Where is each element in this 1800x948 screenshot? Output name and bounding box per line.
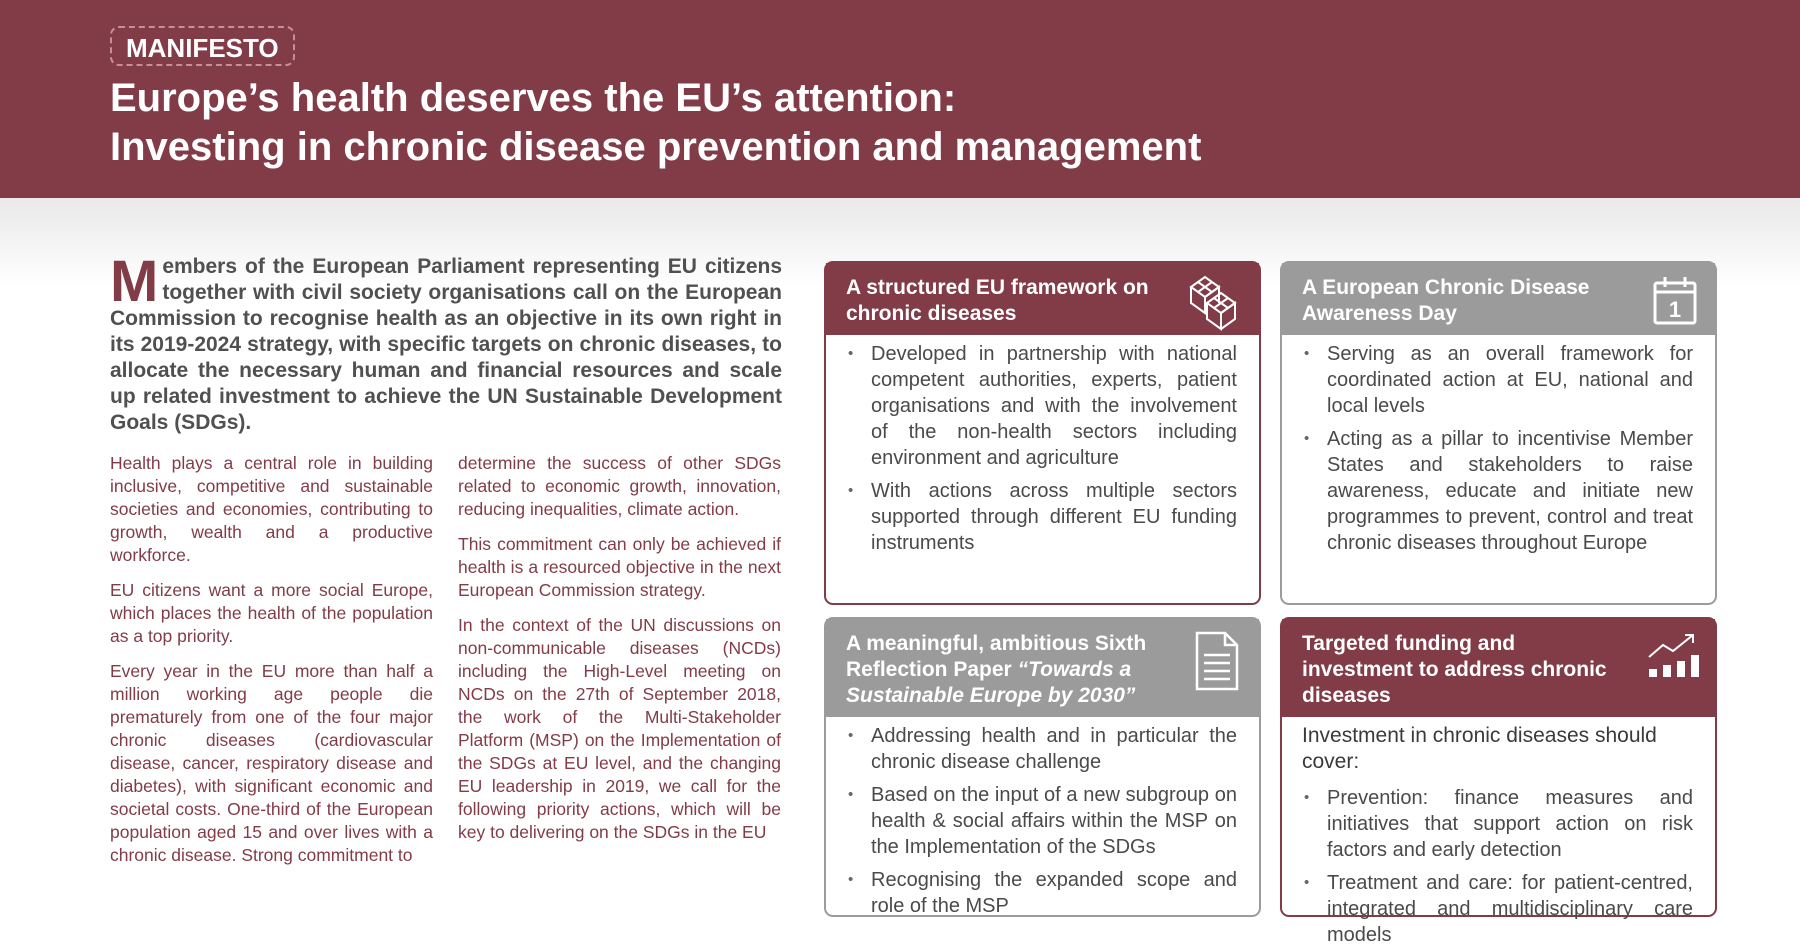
cube-grid-icon — [1187, 273, 1247, 336]
list-item: • Addressing health and in particular the chronic disease challenge — [846, 723, 1237, 775]
reflection-paper-title: A meaningful, ambitious Sixth Reflection Paper — [846, 632, 1147, 681]
framework-box — [824, 261, 1261, 605]
body-paragraph: This commitment can only be achieved if health is a resourced objective in the next European Commission strategy. — [458, 534, 781, 600]
body-paragraph: EU citizens want a more social Europe, which places the health of the population as a top priority. — [110, 580, 433, 646]
document-icon — [1187, 629, 1247, 700]
framework-box-title: A structured EU framework on chronic diseases — [846, 276, 1149, 325]
body-paragraph: In the context of the UN discussions on non-communicable diseases (NCDs) including the High-Level meeting on NCDs on the 27th of September 2018, the work of the Multi-Stakeholder Platform (MSP) on the Implementation of the SDGs at EU level, and the changing EU leadership in 2019, we call for the following priority actions, which will be key to delivering on the SDGs in the EU — [458, 615, 781, 842]
title-line-2: Investing in chronic disease prevention and management — [110, 125, 1202, 169]
body-column-left — [110, 452, 433, 879]
funding-lead-text: Investment in chronic diseases should cover: — [1302, 724, 1657, 773]
body-paragraph: determine the success of other SDGs related to economic growth, innovation, reducing inequalities, climate action. — [458, 453, 781, 519]
funding-list — [1282, 779, 1715, 948]
intro-paragraph — [110, 249, 782, 436]
list-item: • Based on the input of a new subgroup on health & social affairs within the MSP on the Implementation of the SDGs — [846, 782, 1237, 860]
calendar-day-number: 1 — [1668, 297, 1682, 322]
list-item: • Developed in partnership with national competent authorities, experts, patient organisations and with the involvement of the non-health sectors including environment and agriculture — [846, 341, 1237, 471]
manifesto-badge: MANIFESTO — [110, 26, 295, 66]
growth-chart-icon — [1643, 629, 1703, 688]
body-paragraph: Every year in the EU more than half a million working age people die prematurely from one of the four major chronic diseases (cardiovascular disease, cancer, respiratory disease and diabetes), with significant economic and societal costs. One-third of the European population aged 15 and over lives with a chronic disease. Strong commitment to — [110, 661, 433, 865]
funding-box-heading — [1282, 619, 1715, 717]
list-item: • Acting as a pillar to incentivise Member States and stakeholders to raise awareness, educate and initiate new programmes to prevent, control and treat chronic diseases throughout Europe — [1302, 426, 1693, 556]
awareness-day-list — [1282, 335, 1715, 556]
header-banner — [0, 0, 1800, 198]
page-title — [110, 74, 1710, 172]
awareness-day-box-title: A European Chronic Disease Awareness Day — [1302, 276, 1590, 325]
list-item: • Serving as an overall framework for coordinated action at EU, national and local levels — [1302, 341, 1693, 419]
awareness-day-box-heading — [1282, 263, 1715, 335]
reflection-paper-box — [824, 617, 1261, 917]
framework-list — [826, 335, 1259, 556]
calendar-icon — [1643, 273, 1703, 336]
list-item: • Prevention: finance measures and initiatives that support action on risk factors and early detection — [1302, 785, 1693, 863]
list-item: • Treatment and care: for patient-centred, integrated and multidisciplinary care models — [1302, 870, 1693, 948]
body-column-right — [458, 452, 781, 856]
title-line-1: Europe’s health deserves the EU’s attention: — [110, 76, 957, 120]
drop-cap: M — [110, 249, 159, 314]
funding-box — [1280, 617, 1717, 946]
list-item: • Recognising the expanded scope and role of the MSP — [846, 867, 1237, 919]
list-item: • With actions across multiple sectors supported through different EU funding instruments — [846, 478, 1237, 556]
funding-box-title: Targeted funding and investment to address chronic diseases — [1302, 632, 1607, 707]
reflection-paper-title-italic: “Towards a Sustainable Europe by 2030” — [846, 658, 1136, 707]
body-paragraph: Health plays a central role in building inclusive, competitive and sustainable societies and economies, contributing to growth, wealth and a productive workforce. — [110, 453, 433, 565]
awareness-day-box — [1280, 261, 1717, 605]
framework-box-heading — [826, 263, 1259, 335]
reflection-paper-list — [826, 717, 1259, 919]
intro-text: embers of the European Parliament representing EU citizens together with civil society organisations call on the European Commission to recognise health as an objective in its own right in its 2019-2024 strategy, with specific targets on chronic diseases, to allocate the necessary human and financial resources and scale up related investment to achieve the UN Sustainable Development Goals (SDGs). — [110, 255, 782, 434]
reflection-paper-box-heading — [826, 619, 1259, 717]
